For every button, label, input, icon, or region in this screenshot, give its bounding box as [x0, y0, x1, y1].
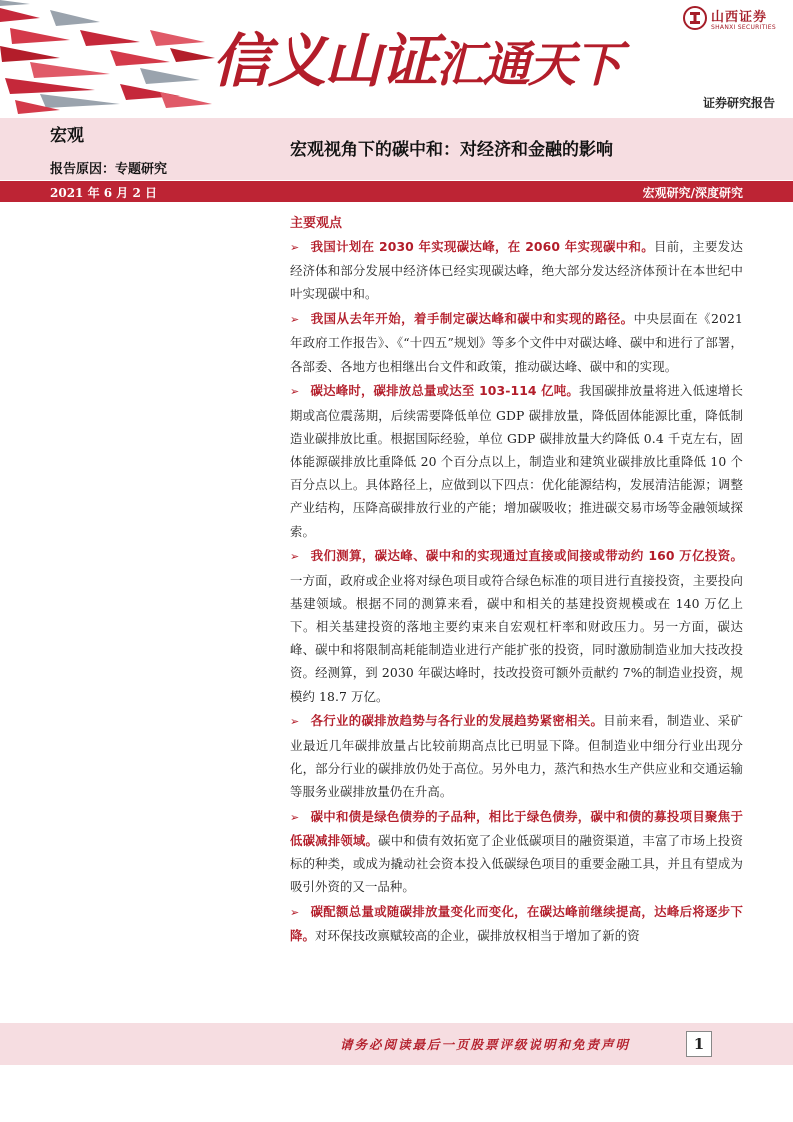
logo-name-en: SHANXI SECURITIES [711, 24, 776, 31]
key-point-text: 目前来看，制造业、采矿业最近几年碳排放量占比较前期高点比已明显下降。但制造业中细分行业出现分化，部分行业的碳排放仍处于高位。另外电力，蒸汽和热水生产供应业和交通运输等服务业碳排放量仍在升高。 [290, 713, 743, 800]
key-point [290, 235, 743, 306]
key-point-lead: 碳达峰时，碳排放总量或达至 103-114 亿吨。 [310, 383, 580, 399]
slogan-sub: 汇通天下 [436, 37, 621, 93]
key-point-lead: 碳配额总量或随碳排放量变化而变化，在碳达峰前继续提高，达峰后将逐步下降。 [290, 904, 743, 944]
key-point-text: 碳中和债有效拓宽了企业低碳项目的融资渠道，丰富了市场上投资标的种类，或成为撬动社会资本投入低碳绿色项目的重要金融工具，并且有望成为吸引外资的又一品种。 [290, 833, 743, 895]
key-point [290, 805, 743, 899]
section-title: 主要观点 [290, 216, 343, 231]
footer-disclaimer: 请务必阅读最后一页股票评级说明和免责声明 [340, 1037, 631, 1052]
report-title: 宏观视角下的碳中和：对经济和金融的影响 [290, 140, 613, 160]
arrow-pattern-decoration [0, 0, 215, 114]
key-point-lead: 我国从去年开始，着手制定碳达峰和碳中和实现的路径。 [310, 311, 634, 327]
bullet-arrow-icon: ➢ [290, 313, 300, 327]
bullet-arrow-icon: ➢ [290, 715, 300, 729]
bullet-arrow-icon: ➢ [290, 385, 300, 399]
report-reason: 报告原因：专题研究 [50, 162, 168, 177]
key-point [290, 379, 743, 542]
key-point [290, 544, 743, 707]
key-point-text: 目前，主要发达经济体和部分发展中经济体已经实现碳达峰，绝大部分发达经济体预计在本世纪中叶实现碳中和。 [290, 239, 743, 302]
key-point-text: 一方面，政府或企业将对绿色项目或符合绿色标准的项目进行直接投资，主要投向基建领域。根据不同的测算来看，碳中和相关的基建投资规模或在 140 万亿上下。相关基建投资的落地主要约束来自宏观杠杆率和财政压力。另一方面，碳达峰、碳中和将限制高耗能制造业进行产能扩张的投资，同时激励制造业加大技改投资。经测算，到 2030 年碳达峰时，技改投资可额外贡献约 7%的制造业投资，规模约 18.7 万亿。 [290, 572, 743, 704]
key-point-text: 我国碳排放量将进入低速增长期或高位震荡期，后续需要降低单位 GDP 碳排放量，降低固体能源比重，降低制造业碳排放比重。根据国际经验，单位 GDP 碳排放量大约降低 0.4 千克左右，固体能源碳排放比重降低 20 个百分点以上，制造业和建筑业碳排放比重降低 10 个百分点以上。具体路径上，应做到以下四点：优化能源结构，发展清洁能源；调整产业结构，压降高碳排放行业的产能；增加碳吸收；推进碳交易市场等金融领域探索。 [290, 383, 743, 539]
key-point-lead: 我国计划在 2030 年实现碳达峰，在 2060 年实现碳中和。 [310, 239, 655, 254]
key-point-lead: 各行业的碳排放趋势与各行业的发展趋势紧密相关。 [310, 713, 604, 729]
slogan-main: 信义山证 [212, 27, 437, 95]
key-point-text: 中央层面在《2021 年政府工作报告》、《“十四五”规划》等多个文件中对碳达峰、碳中和进行了部署，各部委、各地方也相继出台文件和政策，推动碳达峰、碳中和的实现。 [290, 311, 743, 374]
company-logo [683, 4, 783, 36]
main-content [290, 208, 743, 949]
bullet-arrow-icon: ➢ [290, 810, 300, 824]
key-point-text: 对环保技改禀赋较高的企业，碳排放权相当于增加了新的资 [314, 928, 640, 944]
key-point-lead: 我们测算，碳达峰、碳中和的实现通过直接或间接或带动约 160 万亿投资。 [310, 548, 743, 564]
logo-name: 山西证券 [711, 10, 768, 25]
report-category: 宏观 [50, 126, 84, 146]
report-date: 2021 年 6 月 2 日 [50, 186, 157, 200]
bullet-arrow-icon: ➢ [290, 906, 300, 920]
bullet-arrow-icon: ➢ [290, 550, 300, 564]
key-point [290, 307, 743, 378]
logo-emblem-icon [683, 6, 707, 30]
key-point [290, 900, 743, 947]
report-type-label: 证券研究报告 [702, 96, 775, 110]
key-point [290, 709, 743, 803]
header-slogan [212, 14, 620, 98]
report-series: 宏观研究/深度研究 [642, 186, 743, 200]
bullet-arrow-icon: ➢ [290, 241, 300, 254]
key-point-lead: 碳中和债是绿色债券的子品种，相比于绿色债券，碳中和债的募投项目聚焦于低碳减排领域。 [290, 808, 743, 849]
page-number: 1 [686, 1031, 712, 1057]
